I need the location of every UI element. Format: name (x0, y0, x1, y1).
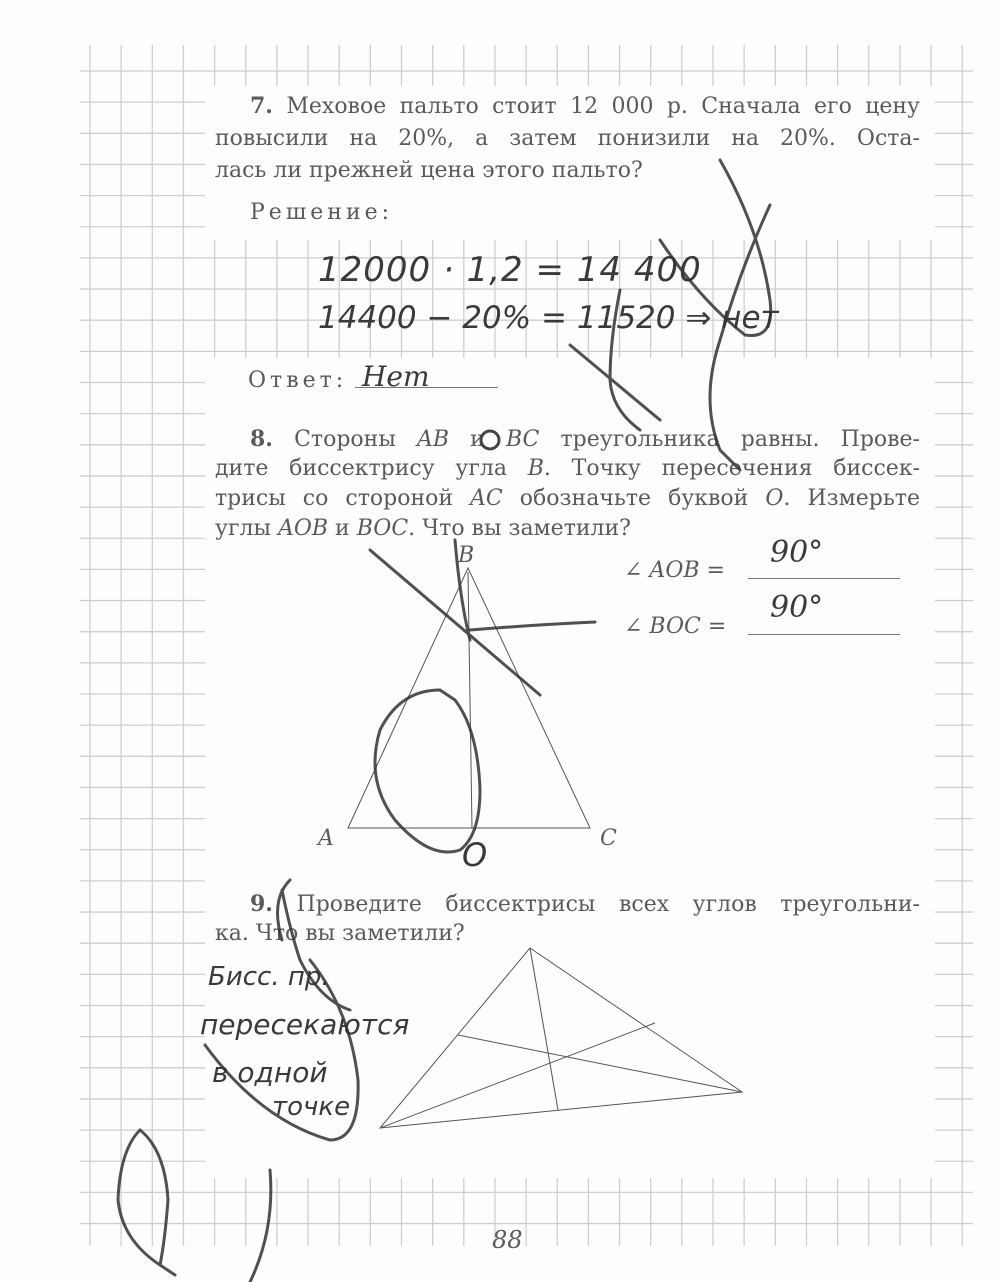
vertex-c-label: C (600, 826, 617, 851)
text: Стороны (294, 427, 417, 452)
angle-aob: AOB (277, 516, 329, 541)
segment-bc: BC (505, 427, 540, 452)
vertex-b-label: B (458, 543, 475, 568)
text: и (328, 516, 357, 541)
page-number: 88 (492, 1226, 523, 1254)
problem8-line-1 (250, 425, 920, 454)
problem8-line-2 (215, 455, 920, 483)
text: обозначьте буквой (502, 486, 766, 511)
text: . Что вы заметили? (408, 516, 631, 541)
handwritten-answer-2: пересекаются (200, 1008, 410, 1041)
answer-label: Ответ: (248, 368, 348, 393)
text: трисы со стороной (215, 486, 471, 511)
angle-boc: BOC (356, 516, 409, 541)
vertex-a-label: A (318, 826, 334, 851)
solution-label: Решение: (250, 200, 394, 225)
text: . Измерьте (783, 486, 920, 511)
angle-aob-value[interactable]: 90° (770, 535, 824, 570)
problem7-number: 7. (250, 93, 273, 119)
point-o: O (765, 486, 784, 511)
angle-aob-label: ∠ AOB = (624, 558, 725, 583)
handwritten-solution-2: 14400 − 20% = 11520 ⇒ нет (318, 300, 779, 336)
segment-ab: AB (416, 427, 450, 452)
text: . Точку пересечения биссек- (543, 456, 920, 481)
segment-ac: AC (470, 486, 503, 511)
problem8-number: 8. (250, 426, 273, 452)
answer-value[interactable]: Нет (362, 360, 430, 393)
angle-aob-line (748, 578, 900, 579)
text: углы (215, 516, 278, 541)
handwritten-solution-1: 12000 · 1,2 = 14 400 (318, 250, 702, 290)
angle-boc-label: ∠ BOC = (624, 614, 727, 639)
problem9-number: 9. (250, 891, 273, 917)
handwritten-answer-4: точке (272, 1092, 351, 1122)
point-o-handwritten: O (462, 836, 488, 874)
handwritten-answer-3: в одной (212, 1056, 328, 1089)
handwritten-answer-1: Бисс. пр. (208, 962, 330, 992)
problem9-line-1 (250, 890, 920, 919)
text: Проведите биссектрисы всех углов треугольни- (296, 892, 920, 917)
problem7-line-1 (250, 92, 920, 121)
problem9-line-2: ка. Что вы заметили? (215, 921, 465, 946)
angle-boc-line (748, 634, 900, 635)
point-b: B (527, 456, 544, 481)
problem7-line-3: лась ли прежней цена этого пальто? (215, 158, 643, 183)
text: и (449, 427, 506, 452)
angle-boc-value[interactable]: 90° (770, 590, 824, 625)
problem8-line-3 (215, 485, 920, 513)
problem7-line-2: повысили на 20%, а затем понизили на 20%. Оста- (215, 126, 920, 151)
text: дите биссектрису угла (215, 456, 528, 481)
text: треугольника равны. Прове- (539, 427, 920, 452)
problem7-text: Меховое пальто стоит 12 000 р. Сначала его цену (286, 94, 920, 119)
